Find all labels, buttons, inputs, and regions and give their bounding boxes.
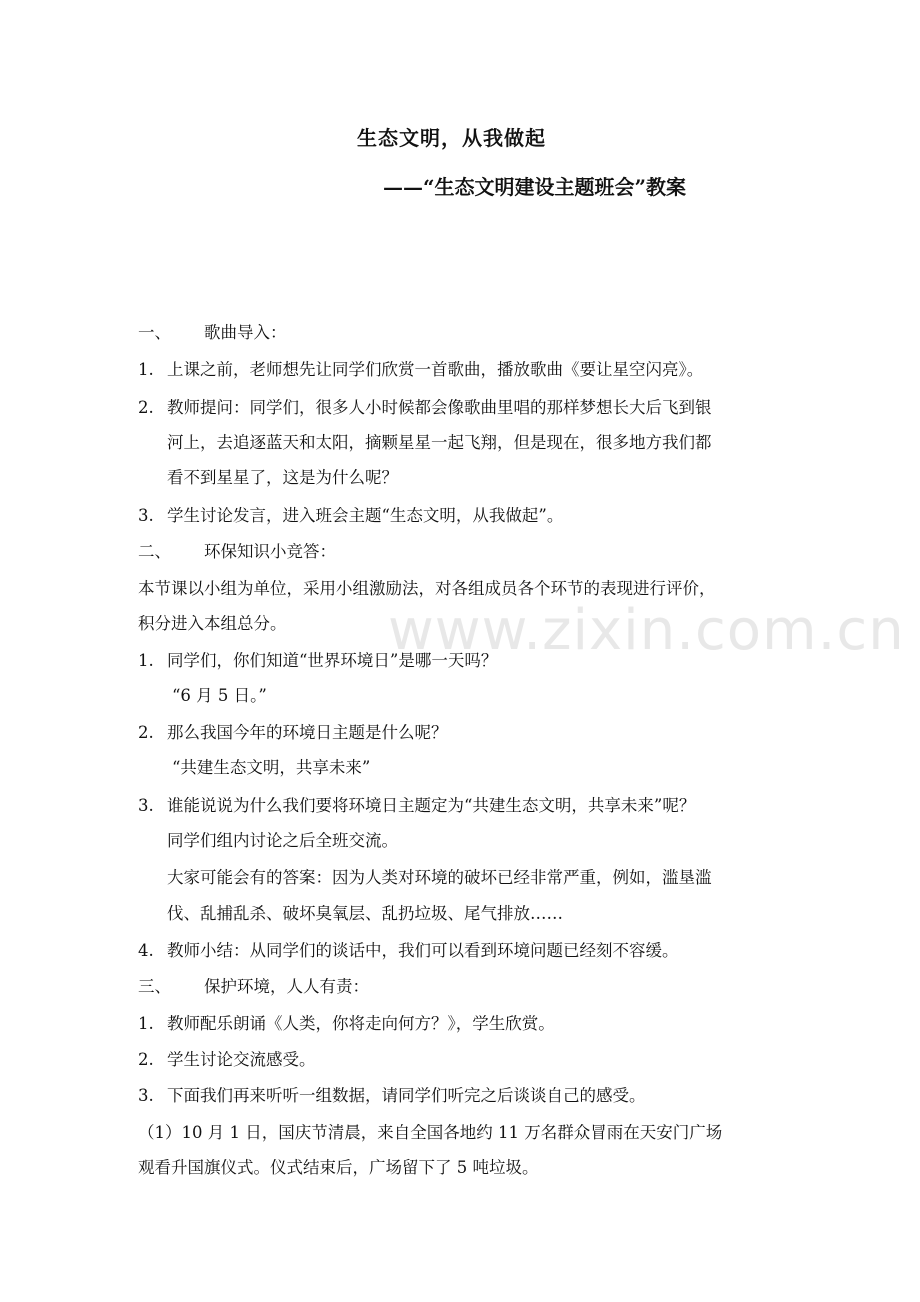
- section-number: 二、: [138, 542, 171, 561]
- answer-text: “共建生态文明，共享未来”: [172, 758, 371, 777]
- list-item: [138, 1049, 316, 1071]
- item-text: 上课之前，老师想先让同学们欣赏一首歌曲，播放歌曲《要让星空闪亮》。: [167, 360, 704, 379]
- item-text: 谁能说说为什么我们要将环境日主题定为“共建生态文明，共享未来”呢？: [167, 796, 696, 815]
- section-number: 一、: [138, 323, 171, 342]
- list-item: [138, 940, 679, 962]
- item-text: 教师配乐朗诵《人类，你将走向何方？》，学生欣赏。: [167, 1014, 555, 1033]
- section-title: 环保知识小竞答：: [204, 542, 336, 561]
- item-number: 3.: [138, 1086, 154, 1105]
- page-title: 生态文明，从我做起: [357, 126, 546, 150]
- list-item: [138, 359, 703, 381]
- item-text: 教师提问：同学们，很多人小时候都会像歌曲里唱的那样梦想长大后飞到银: [167, 398, 712, 417]
- item-text: 同学们，你们知道“世界环境日”是哪一天吗？: [167, 651, 498, 670]
- section-number: 三、: [138, 977, 171, 996]
- item-number: 1.: [138, 1014, 154, 1033]
- paragraph-line: （1）10 月 1 日，国庆节清晨，来自全国各地约 11 万名群众冒雨在天安门广场: [138, 1123, 723, 1142]
- item-text: 下面我们再来听听一组数据，请同学们听完之后谈谈自己的感受。: [167, 1086, 646, 1105]
- paragraph-line: 积分进入本组总分。: [138, 614, 287, 633]
- list-item: [138, 505, 563, 527]
- item-text: 教师小结：从同学们的谈话中，我们可以看到环境问题已经刻不容缓。: [167, 941, 679, 960]
- item-continuation: 大家可能会有的答案：因为人类对环境的破坏已经非常严重，例如，滥垦滥: [167, 868, 712, 887]
- list-item: [138, 1013, 555, 1035]
- answer-text: “6 月 5 日。”: [172, 686, 267, 705]
- item-number: 1.: [138, 360, 154, 379]
- watermark-text: www.zixin.com.cn: [388, 598, 905, 663]
- paragraph-line: 本节课以小组为单位，采用小组激励法，对各组成员各个环节的表现进行评价，: [138, 579, 716, 598]
- section-title: 歌曲导入：: [204, 323, 287, 342]
- item-continuation: 河上，去追逐蓝天和太阳，摘颗星星一起飞翔，但是现在，很多地方我们都: [167, 433, 712, 452]
- item-continuation: 伐、乱捕乱杀、破坏臭氧层、乱扔垃圾、尾气排放……: [167, 904, 563, 923]
- item-number: 2.: [138, 1050, 154, 1069]
- section-heading-3: [138, 976, 369, 998]
- section-heading-2: [138, 541, 336, 563]
- item-number: 2.: [138, 723, 154, 742]
- section-heading-1: [138, 322, 287, 344]
- list-item: [138, 1085, 646, 1107]
- item-continuation: 看不到星星了，这是为什么呢？: [167, 468, 398, 487]
- list-item: [138, 650, 497, 672]
- section-title: 保护环境，人人有责：: [204, 977, 369, 996]
- list-item: [138, 795, 695, 817]
- list-item: [138, 722, 448, 744]
- item-text: 学生讨论发言，进入班会主题“生态文明，从我做起”。: [167, 506, 564, 525]
- list-item: [138, 397, 712, 419]
- item-number: 3.: [138, 796, 154, 815]
- item-text: 学生讨论交流感受。: [167, 1050, 316, 1069]
- item-number: 3.: [138, 506, 154, 525]
- item-number: 4.: [138, 941, 154, 960]
- item-number: 1.: [138, 651, 154, 670]
- item-number: 2.: [138, 398, 154, 417]
- item-continuation: 同学们组内讨论之后全班交流。: [167, 831, 398, 850]
- item-text: 那么我国今年的环境日主题是什么呢？: [167, 723, 448, 742]
- page-subtitle: ——“生态文明建设主题班会”教案: [383, 175, 687, 199]
- paragraph-line: 观看升国旗仪式。仪式结束后，广场留下了 5 吨垃圾。: [138, 1158, 539, 1177]
